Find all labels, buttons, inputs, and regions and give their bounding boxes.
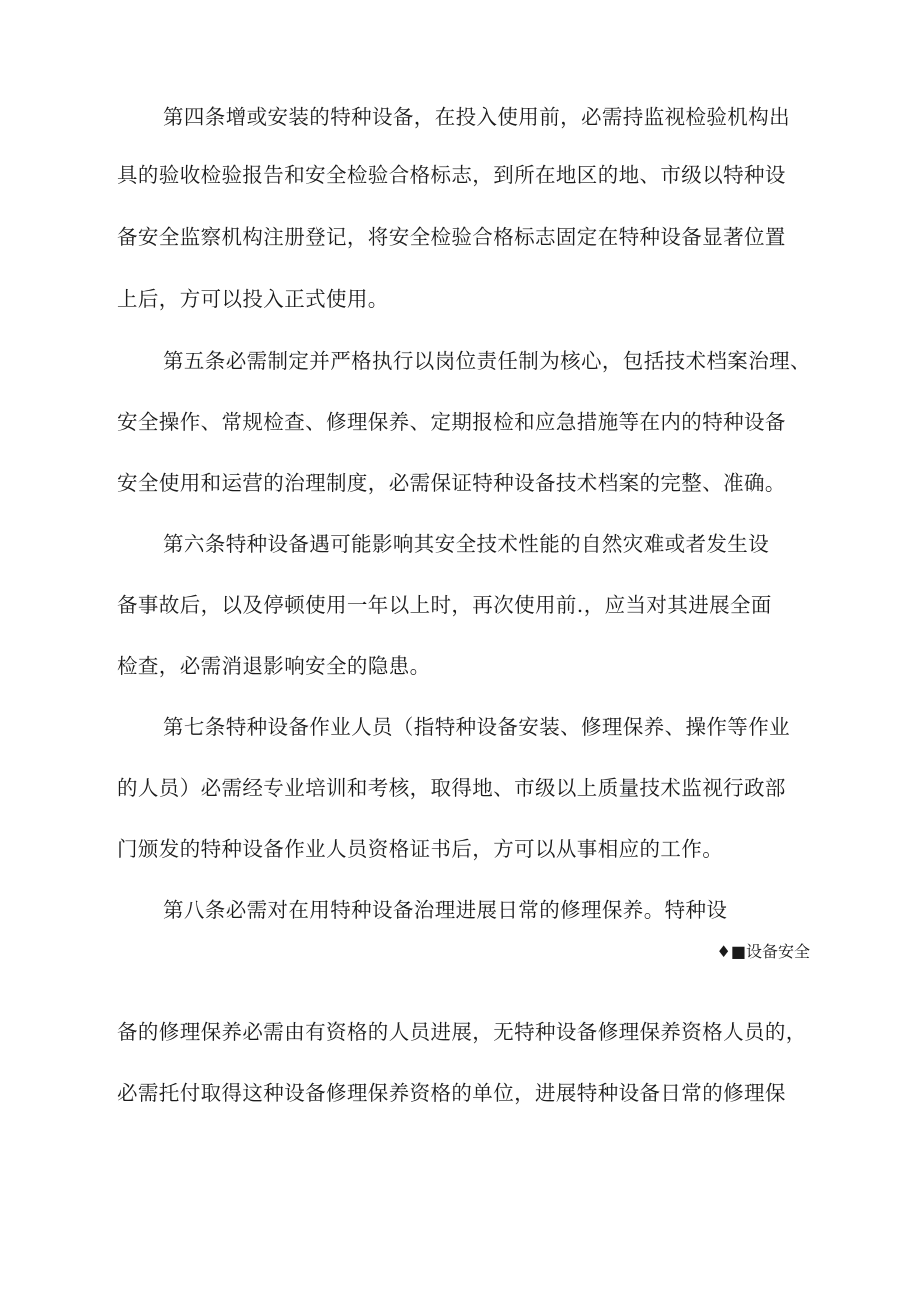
text-line: 第四条增或安装的特种设备，在投入使用前，必需持监视检验机构出 [163, 105, 790, 129]
text-line: 第七条特种设备作业人员（指特种设备安装、修理保养、操作等作业 [163, 715, 790, 739]
text-line: 的人员）必需经专业培训和考核，取得地、市级以上质量技术监视行政部 [117, 776, 786, 800]
text-line: 门颁发的特种设备作业人员资格证书后，方可以从事相应的工作。 [117, 837, 724, 861]
marginal-note: ♦■设备安全 [716, 942, 810, 961]
text-line: 备安全监察机构注册登记，将安全检验合格标志固定在特种设备显著位置 [117, 225, 786, 249]
text-line: 备事故后，以及停顿使用一年以上时，再次使用前.，应当对其进展全面 [117, 593, 772, 617]
text-line: 必需托付取得这种设备修理保养资格的单位，进展特种设备日常的修理保 [117, 1081, 786, 1105]
text-line: 第八条必需对在用特种设备治理进展日常的修理保养。特种设 [163, 898, 728, 922]
text-line: 安全操作、常规检查、修理保养、定期报检和应急措施等在内的特种设备 [117, 410, 786, 434]
text-line: 第六条特种设备遇可能影响其安全技术性能的自然灾难或者发生设 [163, 532, 770, 556]
text-line: 上后，方可以投入正式使用。 [117, 287, 389, 311]
text-line: 第五条必需制定并严格执行以岗位责任制为核心，包括技术档案治理、 [163, 349, 811, 373]
text-line: 安全使用和运营的治理制度，必需保证特种设备技术档案的完整、准确。 [117, 471, 786, 495]
text-line: 备的修理保养必需由有资格的人员进展，无特种设备修理保养资格人员的， [117, 1020, 807, 1044]
text-line: 具的验收检验报告和安全检验合格标志，到所在地区的地、市级以特种设 [117, 163, 786, 187]
text-line: 检查，必需消退影响安全的隐患。 [117, 654, 431, 678]
